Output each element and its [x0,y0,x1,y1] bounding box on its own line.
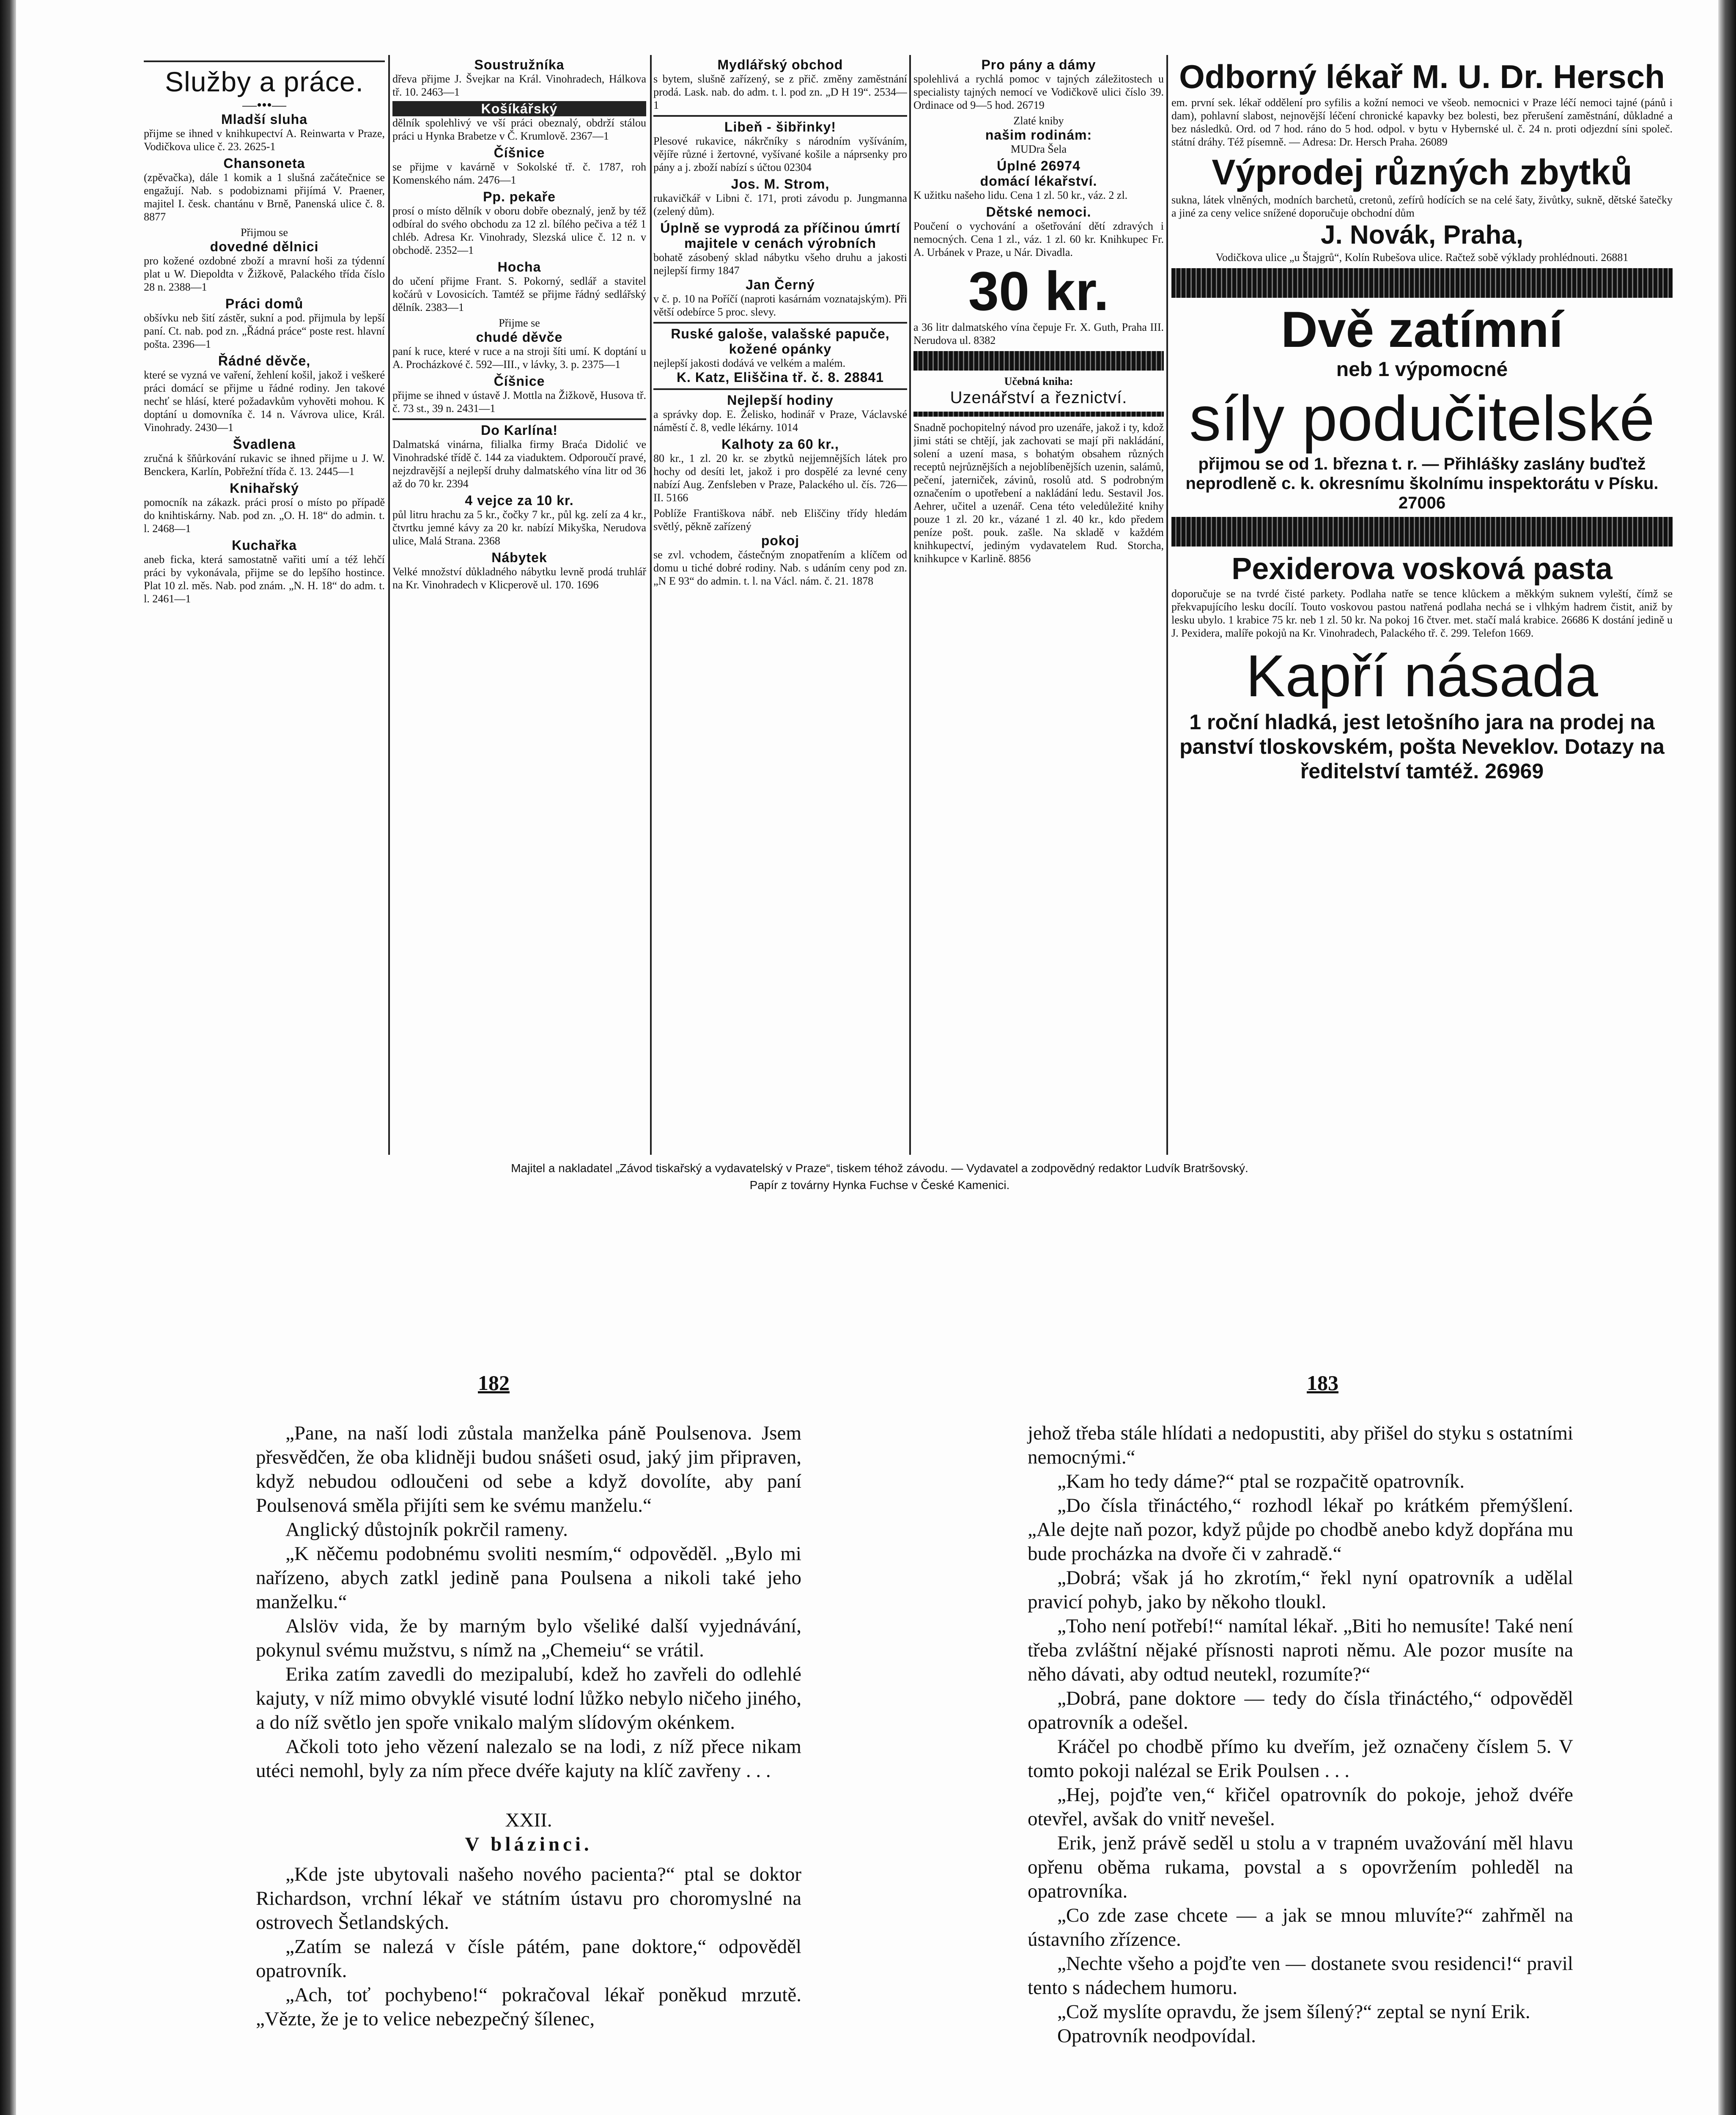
ad-heading: Mladší sluha [221,112,308,127]
ad-heading: Pexiderova vosková pasta [1231,552,1613,586]
ad-svadlena [144,437,385,478]
ad-praci-domu [144,296,385,351]
rule [144,60,385,62]
ad-kucharka [144,538,385,605]
story-paragraph: „Toho není potřebí!“ namítal lékař. „Biti ho nemusíte! Také není třeba zvláštní nějaké přísnosti naproti němu. Ale pozor musíte na něho dávati, aby odtud neutekl, rozumíte?“ [1028,1615,1573,1685]
story-paragraph: Erik, jenž právě seděl u stolu a v trapném uvažování měl hlavu opřenu oběma rukama, povstal a s opovržením pohleděl na opatrovníka. [1028,1832,1573,1902]
ad-body: 1 roční hladká, jest letošního jara na prodej na panství tloskovském, pošta Neveklov. Dotazy na ředitelství tamtéž. 26969 [1179,710,1665,783]
decorative-bar [1171,517,1673,547]
story-paragraph: „K něčemu podobnému svoliti nesmím,“ odpověděl. „Bylo mi nařízeno, abych zatkl jedině pana Poulsena a nikoli také jeho manželku.“ [256,1543,801,1613]
ad-body: se přijme v kavárně v Sokolské tř. č. 1787, roh Komenského nám. 2476—1 [392,161,646,186]
ad-dovedni-delnici [144,226,385,294]
ad-body: Poblíže Františkova nábř. neb Eliščiny třídy hledám světlý, pěkně zařízený [653,507,907,533]
ad-body: nejlepší jakosti dodává ve velkém a malém. [653,357,846,369]
ad-heading: Hocha [497,259,541,275]
ad-ucebna-kniha [913,375,1164,565]
ads-column-2 [392,57,646,1153]
story-paragraph: „Dobrá, pane doktore — tedy do čísla třináctého,“ odpověděl opatrovník a odešel. [1028,1687,1573,1733]
ad-nejlepsi-hodiny [653,393,907,434]
scan-edge-left [0,0,16,2115]
ad-ruske-galose [653,326,907,385]
decorative-bar [913,412,1164,417]
ad-heading: Výprodej různých zbytků [1212,152,1632,192]
ad-heading: 4 vejce za 10 kr. [465,493,574,508]
story-paragraph: „Nechte všeho a pojďte ven — dostanete svou residenci!“ pravil tento s nádechem humoru. [1028,1953,1573,1999]
ad-heading: Knihařský [230,481,299,496]
ad-heading: Soustružníka [474,57,565,72]
chapter-number: XXII. [505,1809,552,1831]
story-paragraph: „Dobrá; však já ho zkrotím,“ řekl nyní opatrovník a udělal pravicí pohyb, jako by někoho tloukl. [1028,1567,1573,1613]
ad-body: dřeva přijme J. Švejkar na Král. Vinohradech, Hálkova tř. 10. 2463—1 [392,73,646,98]
ad-heading: Kuchařka [232,538,297,553]
ad-heading: našim rodinám: [985,127,1092,143]
story-column-right [1028,1421,1573,2048]
chapter-title: V blázinci. [465,1833,592,1855]
ad-body: pro kožené ozdobné zboží a mravní hoši za týdenní plat u W. Diepoldta v Žižkově, Palackého třída číslo 28 n. 2388—1 [144,255,385,293]
story-paragraph: „Co zde zase chcete — a jak se mnou mluvíte?“ zahřměl na ústavního zřízence. [1028,1904,1573,1950]
ornament: —•••— [242,97,286,113]
decorative-bar [1171,268,1673,298]
ad-dve-zatimni [1171,302,1673,513]
column-rule [650,55,652,1155]
ad-body: Dalmatská vinárna, filialka firmy Braća Didolić ve Vinohradské třídě č. 144 za viaduktem. Odporoučí pravé, nejzdravější a nejlepší druhy dalmatského vína litr od 36 až do 70 kr. 2394 [392,438,646,490]
ad-hocha [392,259,646,314]
story-paragraph: „Hej, pojďte ven,“ křičel opatrovník do pokoje, jehož dvéře otevřel, avšak do vnitř nevešel. [1028,1784,1573,1830]
ad-body: K užitku našeho lidu. Cena 1 zl. 50 kr., váz. 2 zl. [913,189,1128,201]
ads-column-3 [653,57,907,1153]
ad-body: přijme se ihned v ústavě J. Mottla na Žižkově, Husova tř. č. 73 st., 39 n. 2431—1 [392,389,646,415]
story-paragraph: Erika zatím zavedli do mezipalubí, kdež ho zavřeli do odlehlé kajuty, v níž mimo obvyklé visuté lodní lůžko nebylo ničeho jiného, a do níž světlo jen spoře vnikalo malým slídovým okénkem. [256,1663,801,1733]
ad-kosikarsky [392,101,646,143]
ad-heading: Do Karlína! [481,423,558,438]
story-paragraph: „Pane, na naší lodi zůstala manželka páně Poulsenova. Jsem přesvědčen, že oba klidněji budou snášeti osud, jaký jim připraven, když nebudou odloučeni od sebe a když dovolíte, aby paní Poulsenová směla přijíti sem ke svému manželu.“ [256,1422,801,1516]
ad-chansoneta [144,156,385,223]
ad-heading: Ruské galoše, valašské papuče, kožené opánky [671,326,890,357]
ad-soustruznika [392,57,646,99]
ad-body: paní k ruce, které v ruce a na stroji šíti umí. K doptání u A. Procházkové č. 592—III., v lávky, 3. p. 2375—1 [392,345,646,371]
imprint-paper: Papír z továrny Hynka Fuchse v České Kamenici. [749,1178,1010,1192]
ad-pexiderova-pasta [1171,551,1673,640]
ad-heading: Práci domů [225,296,304,311]
ad-mydlarsky-obchod [653,57,907,112]
ad-body: půl litru hrachu za 5 kr., čočky 7 kr., půl kg. zelí za 4 kr., čtvrtku jemné kávy za 20 kr. nabízí Mikyška, Nerudova ulice, Malá Strana. 2368 [392,508,646,547]
ad-body: obšívku neb šití zástěr, sukní a pod. přijmula by lepší paní. Ct. nab. pod zn. „Řádná práce“ poste rest. hlavní pošta. 2396—1 [144,312,385,350]
ad-heading: Řádné děvče, [218,353,311,368]
ad-body: sukna, látek vlněných, modních barchetů, cretonů, zefírů hodících se na celé šaty, živůtky, sukně, dětské šatečky a jiné za ceny velice snížené doporučuje obchodní dům [1171,194,1673,219]
ad-body: se zvl. vchodem, částečným znopatřením a klíčem od domu u tiché dobré rodiny. Nab. s udáním ceny pod zn. „N E 93“ do admin. t. l. na Václ. nám. č. 21. 1878 [653,549,907,587]
ad-heading: Číšnice [494,145,545,160]
story-paragraph: Anglický důstojník pokrčil rameny. [285,1519,568,1541]
ad-body: spolehlivá a rychlá pomoc v tajných záležitostech u specialisty tajných nemocí ve Vodičkově ulici číslo 39. Ordinace od 9—5 hod. 26719 [913,73,1164,111]
ad-heading: Košíkářský [392,101,646,116]
story-paragraph: „Zatím se nalezá v čísle pátém, pane doktore,“ odpověděl opatrovník. [256,1936,801,1982]
ad-body: které se vyzná ve vaření, žehlení košil, jakož i veškeré práci domácí se přijme u řádné rodiny. Jen takové nechť se hlásí, které požadavkům vyhověti mohou. K doptání u domovníka č. 14 n. Vávrova ulice, Král. Vinohrady. 2430—1 [144,369,385,434]
ad-heading: Švadlena [233,437,296,452]
ad-heading-2: síly podučitelské [1189,383,1655,454]
ad-body: přijmou se od 1. března t. r. — Přihlášky zaslány buďtež neprodleně c. k. okresnímu školnímu inspektorátu v Písku. 27006 [1185,455,1659,512]
ad-30-kr [913,261,1164,347]
decorative-bar [913,351,1164,371]
ad-body: zručná k šňůrkování rukavic se ihned přijme u J. W. Benckera, Karlín, Pobřežní třída č. 13. 2445—1 [144,452,385,478]
ad-heading: Libeň - šibřinky! [724,119,836,135]
ad-body: Poučení o vychování a ošetřování dětí zdravých i nemocných. Cena 1 zl., váz. 1 zl. 60 kr. Knihkupec Fr. A. Urbánek v Praze, u Nár. Divadla. [913,220,1164,258]
ad-preheading: Přijmou se [241,226,288,239]
ad-uplne [913,158,1164,202]
rule [653,388,907,390]
ad-nabytek [392,550,646,591]
ad-odborny-lekar [1171,57,1673,148]
ad-heading: 30 kr. [968,260,1109,322]
ad-body: doporučuje se na tvrdé čisté parkety. Podlaha natře se tence klůckem a měkkým suknem vyleští, čímž se překvapujícího lesku docílí. Touto voskovou pastou natřená podlaha nechá se i vlhkým hadrem čistit, aniž by lesku ubylo. 1 krabice 75 kr. neb 1 zl. 50 kr. Na pokoj 16 čtver. met. stačí malá krabice. 26686 K dostání jedině u J. Pexidera, malíře pokojů na Kr. Vinohradech, Palackého tř. č. 299. Telefon 1669. [1171,588,1673,639]
ad-heading: Dětské nemoci. [986,204,1092,220]
story-paragraph: Alslöv vida, že by marným bylo všeliké další vyjednávání, pokynul svému mužstvu, s nímž na „Chemeiu“ se vrátil. [256,1615,801,1661]
ad-heading: Jos. M. Strom, [731,176,830,192]
ad-subheading: domácí lékařství. [980,173,1097,189]
ad-kniharsky [144,481,385,535]
ad-body: a 36 litr dalmatského vína čepuje Fr. X. Guth, Praha III. Nerudova ul. 8382 [913,321,1164,346]
ad-jos-strom [653,176,907,218]
ad-heading: Úplné 26974 [997,158,1081,173]
ad-heading: Pp. pekaře [483,189,556,204]
story-paragraph: jehož třeba stále hlídati a nedopustiti, aby přišel do styku s ostatními nemocnými.“ [1028,1422,1573,1468]
story-paragraph: Kráčel po chodbě přímo ku dveřím, jež označeny číslem 5. V tomto pokoji nalézal se Erik Poulsen . . . [1028,1736,1573,1782]
ad-body: s bytem, slušně zařízený, se z přič. změny zaměstnání prodá. Lask. nab. do adm. t. l. pod zn. „D H 19“. 2534—1 [653,73,907,111]
ad-heading: Kalhoty za 60 kr., [721,437,839,452]
ad-4-vejce [392,493,646,547]
ad-body: aneb ficka, která samostatně vařiti umí a též lehčí práci by vykonávala, přijme se do lepšího hostince. Plat 10 zl. měs. Nab. pod znám. „N. H. 18“ do adm. t. l. 2461—1 [144,553,385,605]
ad-vyprodej [1171,151,1673,264]
column-rule [388,55,390,1155]
ad-heading: Nábytek [491,550,547,565]
ad-signature: J. Novák, Praha, [1320,220,1524,250]
ad-kalhoty [653,437,907,504]
ad-signature: Jan Černý [746,277,815,292]
ad-body: em. první sek. lékař oddělení pro syfilis a kožní nemoci ve všeob. nemocnici v Praze léčí nemoci tajné (pánů i dam), pohlavní slabost, nejnovější léčení chronické kapavky bez bolesti, bez přerušení zaměstnání, důkladné a bez následků. Ord. od 7 hod. ráno do 5 hod. odpol. v bytu v Hybernské ul. č. 24 n. proti odjezdní síni společ. státní dráhy. Též písemně. — Adresa: Dr. Hersch Praha. 26089 [1171,96,1673,148]
ads-column-4 [913,57,1164,1153]
ad-heading: Nejlepší hodiny [727,393,834,408]
ad-body: prosí o místo dělník v oboru dobře obeznalý, jenž by též odbíral do svého obchodu za 12 zl. bílého pečiva a též 1 chléb. Adresa Kr. Vinohrady, Slezská ulice č. 12 n. v obchodě. 2352—1 [392,205,646,256]
ad-radne-devce [144,353,385,434]
ad-heading: Uzenářství a řeznictví. [950,388,1127,407]
ad-pokoj [653,507,907,588]
ad-heading: Dvě zatímní [1281,301,1563,358]
ad-body: Velké množství důkladného nábytku levně prodá truhlář na Kr. Vinohradech v Klicperově ul. 170. 1696 [392,566,646,591]
ad-heading: Kapří násada [1246,643,1598,709]
ad-body: přijme se ihned v knihkupectví A. Reinwarta v Praze, Vodičkova ulice č. 23. 2625-1 [144,127,385,153]
ad-body: dělník spolehlivý ve vší práci obeznalý, obdrží stálou práci u Hynka Brabetze v Č. Krumlově. 2367—1 [392,117,646,142]
story-paragraph: „Ach, toť pochybeno!“ pokračoval lékař poněkud mrzutě. „Vězte, že je to velice nebezpečný šílenec, [256,1984,801,2030]
ad-heading: Číšnice [494,374,545,389]
column-rule [1166,55,1168,1155]
story-paragraph: Opatrovník neodpovídal. [1057,2025,1256,2047]
rule [653,115,907,117]
story-paragraph: Ačkoli toto jeho vězení nalezalo se na lodi, z níž přece nikam utéci nemohl, byly za ním přece dvéře kajuty na klíč zavřeny . . . [256,1736,801,1782]
imprint-publisher: Majitel a nakladatel „Závod tiskařský a vydavatelský v Praze“, tiskem téhož závodu. — Vydavatel a zodpovědný redaktor Ludvík Bratršovský. [511,1162,1248,1175]
ad-heading: Úplně se vyprodá za příčinou úmrtí majitele v cenách výrobních [660,220,900,251]
story-paragraph: „Což myslíte opravdu, že jsem šílený?“ zeptal se nyní Erik. [1057,2001,1530,2023]
ad-kapri-nasada [1171,642,1673,783]
column-rule [909,55,911,1155]
ad-chude-devce [392,316,646,371]
ad-body: bohatě zásobený sklad nábytku všeho druhu a jakosti nejlepší firmy 1847 [653,251,907,277]
page-number-right: 183 [1307,1371,1338,1395]
ad-body: MUDra Šela [1010,143,1067,155]
ad-heading: chudé děvče [476,330,563,345]
ad-body: rukavičkář v Libni č. 171, proti závodu p. Jungmanna (zelený dům). [653,192,907,217]
ads-column-1 [144,57,385,1153]
rule [392,418,646,420]
story-column-left [256,1421,801,2031]
ad-heading: Odborný lékař M. U. Dr. Hersch [1179,58,1665,95]
ad-pp-pekare [392,189,646,257]
ad-body: v č. p. 10 na Poříčí (naproti kasárnám voznatajským). Při větší odebírce 5 proc. slevy. [653,293,907,318]
story-paragraph: „Do čísla třináctého,“ rozhodl lékař po krátkém přemýšlení. „Ale dejte naň pozor, když půjde po chodbě anebo když dopřána mu bude procházka na dvoře či v zahradě.“ [1028,1494,1573,1565]
page-number-left: 182 [478,1371,510,1395]
ad-body: 80 kr., 1 zl. 20 kr. se zbytků nejjemnějších látek pro hochy od desíti let, jakož i pro dospělé za levné ceny nabízí Aug. Zenfsleben v Praze, Palackého ul. čís. 726—II. 5166 [653,452,907,504]
ad-body: Vodičkova ulice „u Štajgrů“, Kolín Rubešova ulice. Račtež sobě výklady prohlédnouti. 26881 [1215,251,1629,264]
ad-heading: Chansoneta [223,156,305,171]
ad-libeni-sibrinky [653,119,907,174]
ad-preheading: Zlaté kniby [1013,115,1064,127]
story-paragraph: „Kam ho tedy dáme?“ ptal se rozpačitě opatrovník. [1057,1470,1465,1492]
ad-subheading: neb 1 výpomocné [1336,358,1508,381]
ad-body: Plesové rukavice, nákrčníky s národním vyšíváním, vějíře různé i žertovné, vyšívané košile a náprsenky pro pány a j. zboží nabízí s účtou 02304 [653,135,907,173]
ad-preheading: Učebná kniha: [1004,375,1073,387]
ad-uplne-se-vyproda [653,220,907,319]
ad-cisnice-2 [392,374,646,415]
ad-heading: pokoj [761,533,800,548]
section-title: Služby a práce. [165,66,364,97]
ad-signature: K. Katz, Eliščina tř. č. 8. 28841 [676,370,884,385]
ad-pro-pany-a-damy [913,57,1164,112]
ad-do-karlina [392,423,646,490]
ad-cisnice-1 [392,145,646,187]
ad-heading: dovedné dělnici [210,239,319,254]
ad-body: pomocník na zákazk. práci prosí o místo po případě do knihtiskárny. Nab. pod zn. „O. H. 18“ do admin. t. l. 2468—1 [144,496,385,535]
ad-body: do učení přijme Frant. S. Pokorný, sedlář a stavitel kočárů v Lovosicích. Tamtéž se přijme řádný sedlářský dělník. 2383—1 [392,275,646,313]
ad-detske-nemoci [913,204,1164,259]
ad-body: Snadně pochopitelný návod pro uzenáře, jakož i ty, kdož jimi státi se chtějí, jak zachovati se mají při nakládání, solení a uzení masa, s bohatým obsahem různých receptů nejrůznějších a nejoblíbenějších uzenin, salámů, pečení, jaterniček, závinů, rosolů atd. S podrobným označením o upotřebení a nakládání ledu. Sestavil Jos. Aehrer, učitel a uzenář. Cena této veledůležité knihy pouze 1 zl. 20 kr., vázané 1 zl. 40 kr., kdo předem peníze pošt. pouk. zašle. Na skladě v každém knihkupectví, jediným vydavatelem Rud. Storcha, knihkupce v Karlině. 8856 [913,421,1164,565]
imprint [245,1160,1514,1194]
ads-column-5 [1171,57,1673,1153]
story-paragraph: „Kde jste ubytovali našeho nového pacienta?“ ptal se doktor Richardson, vrchní lékař ve státním ústavu pro choromyslné na ostrovech Šetlandských. [256,1863,801,1934]
ad-body: a správky dop. E. Želisko, hodinář v Praze, Václavské náměstí č. 8, vedle lékárny. 1014 [653,408,907,434]
ad-mladsi-sluha [144,112,385,153]
ad-preheading: Přijme se [499,317,540,329]
ad-heading: Pro pány a dámy [981,57,1096,72]
ad-body: (zpěvačka), dále 1 komik a 1 slušná začátečnice se engažují. Nab. s podobiznami přijímá V. Praener, majitel I. česk. chantánu v Brně, Panenská ulice č. 8. 8877 [144,171,385,223]
scan-edge-right [1718,0,1736,2115]
ad-heading: Mydlářský obchod [717,57,843,72]
ad-zlate-kniby [913,114,1164,156]
rule [653,322,907,324]
